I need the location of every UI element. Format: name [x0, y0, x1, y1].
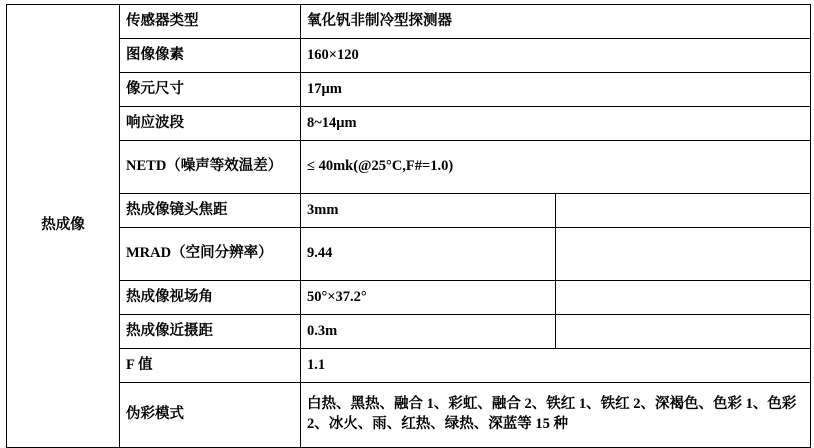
- table-row: [7, 315, 811, 349]
- row-empty-cell: [556, 228, 811, 281]
- row-label: 响应波段: [120, 107, 301, 141]
- row-value: 50°×37.2°: [301, 281, 556, 315]
- category-cell: 热成像: [7, 5, 120, 448]
- table-row: [7, 228, 811, 281]
- row-label: 图像像素: [120, 39, 301, 73]
- row-value: 白热、黑热、融合 1、彩虹、融合 2、铁红 1、铁红 2、深褐色、色彩 1、色彩 2、冰火、雨、红热、绿热、深蓝等 15 种: [301, 383, 811, 448]
- row-label: 热成像近摄距: [120, 315, 301, 349]
- row-value: 160×120: [301, 39, 811, 73]
- row-label: NETD（噪声等效温差）: [120, 141, 301, 194]
- row-label: MRAD（空间分辨率）: [120, 228, 301, 281]
- row-label: 传感器类型: [120, 5, 301, 39]
- row-empty-cell: [556, 315, 811, 349]
- row-value: 氧化钒非制冷型探测器: [301, 5, 811, 39]
- row-label: F 值: [120, 349, 301, 383]
- table-row: [7, 39, 811, 73]
- table-row: [7, 73, 811, 107]
- row-value: 17μm: [301, 73, 811, 107]
- table-row: [7, 383, 811, 448]
- table-row: [7, 281, 811, 315]
- table-row: [7, 349, 811, 383]
- row-value: ≤ 40mk(@25°C,F#=1.0): [301, 141, 811, 194]
- row-value: 1.1: [301, 349, 811, 383]
- row-value: 8~14μm: [301, 107, 811, 141]
- thermal-imaging-spec-table: [6, 4, 811, 448]
- table-row: [7, 194, 811, 228]
- row-value: 9.44: [301, 228, 556, 281]
- table-row: [7, 141, 811, 194]
- row-label: 伪彩模式: [120, 383, 301, 448]
- row-value: 0.3m: [301, 315, 556, 349]
- row-value: 3mm: [301, 194, 556, 228]
- row-empty-cell: [556, 281, 811, 315]
- table-row: [7, 107, 811, 141]
- row-empty-cell: [556, 194, 811, 228]
- row-label: 像元尺寸: [120, 73, 301, 107]
- spec-table-body: [7, 5, 811, 448]
- table-row: [7, 5, 811, 39]
- row-label: 热成像镜头焦距: [120, 194, 301, 228]
- row-label: 热成像视场角: [120, 281, 301, 315]
